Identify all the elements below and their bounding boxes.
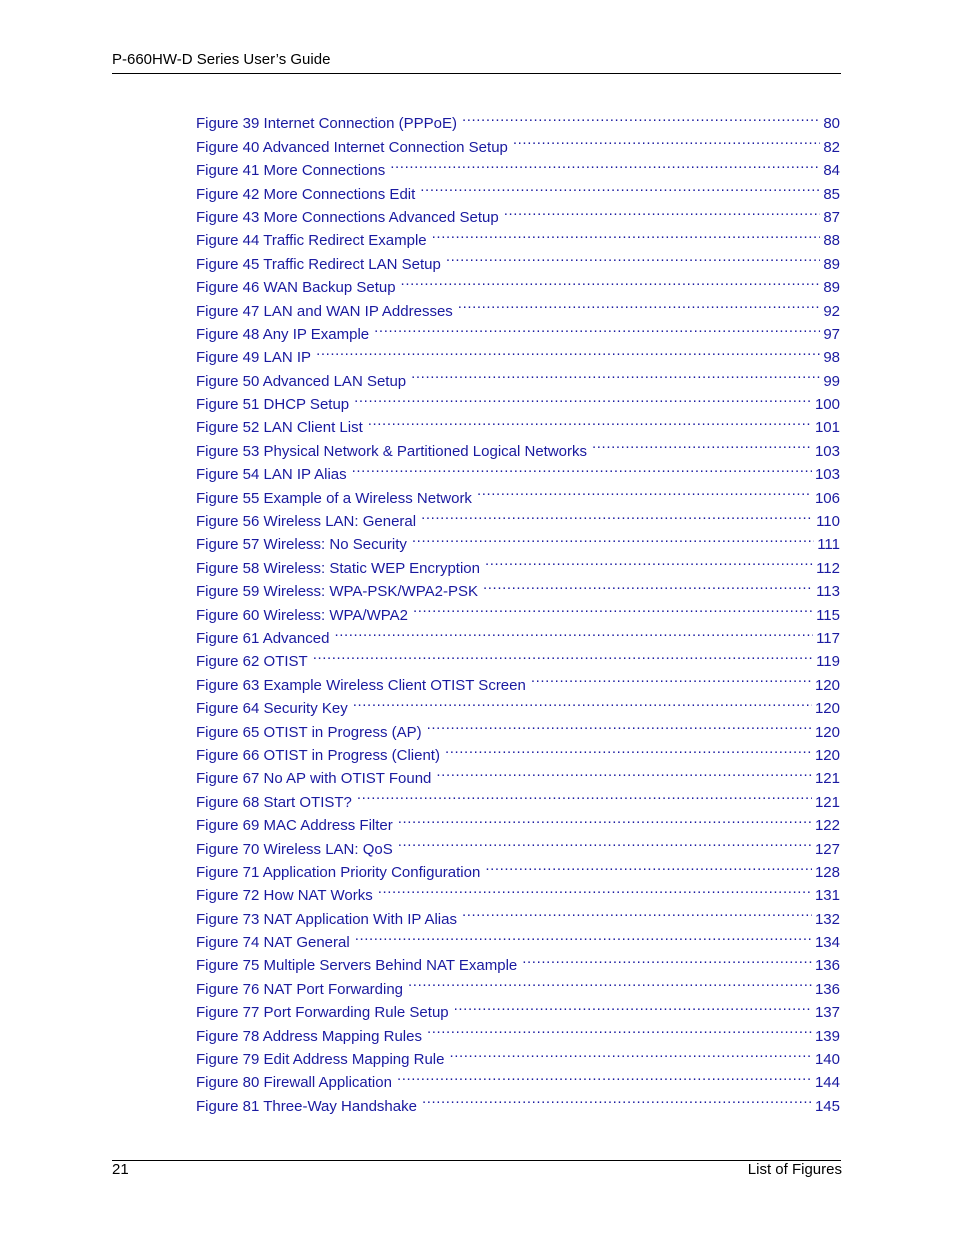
toc-entry-page-number: 112	[816, 559, 840, 577]
toc-entry-title: Figure 64 Security Key	[196, 700, 348, 718]
dot-leader	[396, 830, 812, 853]
toc-entry-title: Figure 39 Internet Connection (PPPoE)	[196, 115, 457, 133]
toc-entry-page-number: 103	[814, 466, 840, 484]
toc-entry-title: Figure 42 More Connections Edit	[196, 185, 416, 203]
toc-entry-title: Figure 74 NAT General	[196, 934, 350, 952]
toc-entry-title: Figure 70 Wireless LAN: QoS	[196, 840, 393, 858]
toc-entry-title: Figure 66 OTIST in Progress (Client)	[196, 746, 440, 764]
toc-entry-title: Figure 72 How NAT Works	[196, 887, 373, 905]
toc-entry-title: Figure 44 Traffic Redirect Example	[196, 232, 427, 250]
toc-entry-page-number: 120	[814, 746, 840, 764]
toc-entry-page-number: 98	[823, 349, 840, 367]
dot-leader	[430, 222, 821, 245]
toc-entry-page-number: 99	[823, 372, 840, 390]
toc-entry-title: Figure 59 Wireless: WPA-PSK/WPA2-PSK	[196, 583, 479, 601]
dot-leader	[447, 1041, 811, 1064]
toc-entry-title: Figure 52 LAN Client List	[196, 419, 363, 437]
toc-entry-title: Figure 63 Example Wireless Client OTIST Screen	[196, 676, 526, 694]
toc-entry-title: Figure 69 MAC Address Filter	[196, 817, 393, 835]
toc-entry-page-number: 137	[814, 1004, 840, 1022]
toc-entry-page-number: 100	[814, 396, 840, 414]
footer-divider	[112, 1160, 841, 1161]
toc-entry-page-number: 84	[823, 162, 840, 180]
toc-entry-page-number: 101	[814, 419, 840, 437]
dot-leader	[520, 947, 812, 970]
dot-leader	[425, 1017, 812, 1040]
list-of-figures	[196, 105, 840, 1115]
page-header-title: P-660HW-D Series User’s Guide	[112, 51, 331, 68]
toc-entry-title: Figure 50 Advanced LAN Setup	[196, 372, 407, 390]
dot-leader	[443, 737, 812, 760]
toc-entry-title: Figure 53 Physical Network & Partitioned Logical Networks	[196, 442, 588, 460]
toc-entry-page-number: 145	[814, 1097, 840, 1115]
dot-leader	[350, 456, 812, 479]
dot-leader	[399, 269, 821, 292]
toc-entry-page-number: 117	[816, 629, 840, 647]
toc-entry-title: Figure 79 Edit Address Mapping Rule	[196, 1051, 445, 1069]
toc-entry-page-number: 120	[814, 676, 840, 694]
dot-leader	[590, 432, 812, 455]
footer-page-number: 21	[112, 1161, 129, 1178]
toc-entry-page-number: 87	[823, 208, 840, 226]
toc-entry-page-number: 131	[814, 887, 840, 905]
toc-entry-title: Figure 65 OTIST in Progress (AP)	[196, 723, 422, 741]
toc-entry-page-number: 97	[823, 325, 840, 343]
footer-section-name: List of Figures	[747, 1161, 842, 1178]
toc-entry-title: Figure 68 Start OTIST?	[196, 793, 352, 811]
dot-leader	[406, 970, 812, 993]
dot-leader	[434, 760, 812, 783]
dot-leader	[355, 783, 812, 806]
toc-entry-title: Figure 67 No AP with OTIST Found	[196, 770, 432, 788]
dot-leader	[452, 994, 812, 1017]
toc-entry-page-number: 120	[814, 723, 840, 741]
toc-entry-page-number: 106	[814, 489, 840, 507]
toc-entry-title: Figure 71 Application Priority Configuration	[196, 863, 481, 881]
dot-leader	[475, 479, 812, 502]
toc-entry-page-number: 132	[814, 910, 840, 928]
toc-entry-page-number: 82	[823, 138, 840, 156]
toc-entry-title: Figure 48 Any IP Example	[196, 325, 370, 343]
toc-entry-page-number: 120	[814, 700, 840, 718]
toc-entry-title: Figure 60 Wireless: WPA/WPA2	[196, 606, 408, 624]
toc-entry-page-number: 80	[823, 115, 840, 133]
toc-entry-page-number: 119	[816, 653, 840, 671]
toc-entry-page-number: 139	[814, 1027, 840, 1045]
header-divider	[112, 73, 841, 74]
toc-entry-title: Figure 40 Advanced Internet Connection Setup	[196, 138, 508, 156]
dot-leader	[420, 1087, 812, 1110]
toc-entry-title: Figure 43 More Connections Advanced Setup	[196, 208, 499, 226]
toc-entry-title: Figure 76 NAT Port Forwarding	[196, 980, 404, 998]
toc-entry-page-number: 113	[816, 583, 840, 601]
toc-entry-page-number: 121	[814, 793, 840, 811]
dot-leader	[388, 152, 820, 175]
dot-leader	[456, 292, 821, 315]
toc-entry-title: Figure 61 Advanced	[196, 629, 330, 647]
toc-entry-page-number: 121	[814, 770, 840, 788]
dot-leader	[372, 316, 820, 339]
dot-leader	[311, 643, 813, 666]
dot-leader	[483, 854, 812, 877]
toc-entry-title: Figure 75 Multiple Servers Behind NAT Example	[196, 957, 518, 975]
toc-entry-page-number: 88	[823, 232, 840, 250]
toc-entry-title: Figure 45 Traffic Redirect LAN Setup	[196, 255, 441, 273]
toc-entry-page-number: 134	[814, 934, 840, 952]
toc-entry-link[interactable]	[196, 105, 840, 133]
toc-entry-page-number: 115	[816, 606, 840, 624]
toc-entry-title: Figure 47 LAN and WAN IP Addresses	[196, 302, 453, 320]
dot-leader	[352, 386, 812, 409]
toc-entry-page-number: 85	[823, 185, 840, 203]
dot-leader	[351, 690, 812, 713]
toc-entry-title: Figure 54 LAN IP Alias	[196, 466, 347, 484]
toc-entry-page-number: 128	[814, 863, 840, 881]
dot-leader	[411, 596, 813, 619]
toc-entry-title: Figure 62 OTIST	[196, 653, 308, 671]
toc-entry-title: Figure 55 Example of a Wireless Network	[196, 489, 472, 507]
dot-leader	[425, 713, 812, 736]
toc-entry-title: Figure 81 Three-Way Handshake	[196, 1097, 417, 1115]
toc-entry-title: Figure 56 Wireless LAN: General	[196, 513, 417, 531]
dot-leader	[460, 105, 820, 128]
toc-entry-title: Figure 57 Wireless: No Security	[196, 536, 407, 554]
dot-leader	[314, 339, 820, 362]
toc-entry-page-number: 111	[817, 536, 840, 554]
toc-entry-page-number: 140	[814, 1051, 840, 1069]
dot-leader	[481, 573, 813, 596]
dot-leader	[502, 199, 821, 222]
toc-entry-title: Figure 51 DHCP Setup	[196, 396, 350, 414]
toc-entry-title: Figure 41 More Connections	[196, 162, 386, 180]
toc-entry-page-number: 136	[814, 957, 840, 975]
toc-entry-title: Figure 58 Wireless: Static WEP Encryption	[196, 559, 480, 577]
dot-leader	[529, 666, 812, 689]
toc-entry-title: Figure 77 Port Forwarding Rule Setup	[196, 1004, 449, 1022]
toc-entry-page-number: 89	[823, 279, 840, 297]
dot-leader	[410, 526, 814, 549]
toc-entry-title: Figure 80 Firewall Application	[196, 1074, 392, 1092]
toc-entry-page-number: 127	[814, 840, 840, 858]
dot-leader	[409, 362, 820, 385]
toc-entry-page-number: 136	[814, 980, 840, 998]
dot-leader	[483, 549, 813, 572]
dot-leader	[444, 245, 820, 268]
dot-leader	[418, 175, 820, 198]
toc-entry-page-number: 144	[814, 1074, 840, 1092]
toc-entry-page-number: 92	[823, 302, 840, 320]
dot-leader	[376, 877, 812, 900]
toc-entry-page-number: 122	[814, 817, 840, 835]
dot-leader	[366, 409, 812, 432]
toc-entry-title: Figure 49 LAN IP	[196, 349, 312, 367]
dot-leader	[353, 924, 812, 947]
toc-entry-title: Figure 73 NAT Application With IP Alias	[196, 910, 457, 928]
toc-entry-page-number: 110	[816, 513, 840, 531]
toc-entry-page-number: 89	[823, 255, 840, 273]
dot-leader	[332, 620, 813, 643]
dot-leader	[396, 807, 812, 830]
toc-entry-title: Figure 46 WAN Backup Setup	[196, 279, 396, 297]
dot-leader	[419, 503, 813, 526]
toc-entry-title: Figure 78 Address Mapping Rules	[196, 1027, 422, 1045]
toc-entry-page-number: 103	[814, 442, 840, 460]
dot-leader	[511, 128, 820, 151]
dot-leader	[460, 900, 812, 923]
dot-leader	[395, 1064, 812, 1087]
